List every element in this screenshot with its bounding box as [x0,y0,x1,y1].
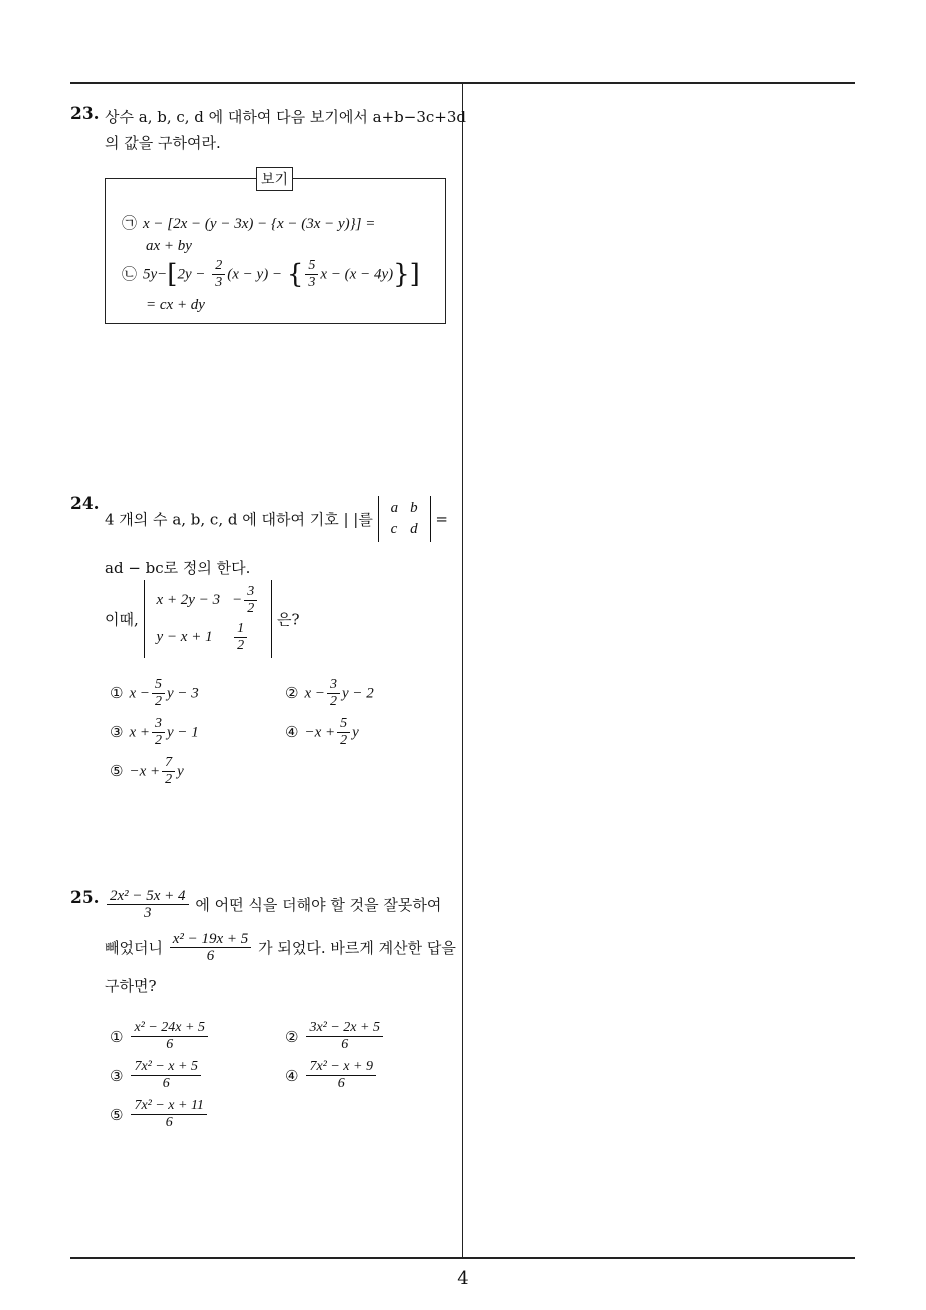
q25-option-5[interactable] [110,1098,209,1131]
q23-line2: 의 값을 구하여라. [105,134,221,152]
q25-number: 25. [70,888,100,908]
column-divider [462,83,463,1258]
option-mark: ④ [285,1066,299,1085]
option-num: 3 [152,716,165,733]
bogi-title: 보기 [256,167,293,191]
option-den: 2 [165,772,173,787]
option-frac [306,1059,376,1092]
q24-line3-pre: 이때, [105,610,139,629]
q24-line2: ad − bc로 정의 한다. [105,559,251,577]
det1-c: c [390,521,398,537]
item2-frac1-num: 2 [212,258,225,275]
det2-d-num: 1 [234,621,247,638]
option-den: 6 [341,1037,349,1052]
q25-frac2-den: 6 [206,948,215,964]
item2-frac2 [305,258,318,291]
det1-a: a [390,500,399,516]
option-den: 6 [166,1037,174,1052]
q25-frac1 [107,888,189,921]
option-den: 6 [165,1115,173,1130]
q25-frac1-den: 3 [144,905,152,921]
det2-b-num: 3 [244,584,257,601]
option-mark: ③ [110,1066,124,1085]
det2-b-frac [244,584,257,617]
option-post: y − 2 [341,685,374,702]
q25-line3: 구하면? [105,977,157,995]
bogi-item2-line2: = cx + dy [146,297,205,313]
item2-a: 2y − [177,266,206,283]
option-pre: −x + [129,763,161,780]
option-frac [131,1059,201,1092]
bogi-item1-line1 [122,212,375,233]
q24-det2 [144,580,273,658]
item2-frac2-num: 5 [305,258,318,275]
q25-line2 [105,931,456,964]
option-post: y [352,724,359,741]
option-post: y [177,763,184,780]
option-num: 3 [327,677,340,694]
option-mark: ⑤ [110,761,124,780]
item2-open-brace: { [286,259,304,290]
det1-b: b [410,500,418,516]
q25-line2-pre: 빼었더니 [105,939,163,957]
option-frac [131,1020,208,1053]
q24-det1 [378,496,431,542]
q23-number: 23. [70,104,100,124]
det2-b-sign: − [232,591,243,608]
option-num: 7x² − x + 11 [131,1098,206,1115]
option-frac [337,716,350,749]
item2-frac2-den: 3 [308,275,316,290]
item2-c: x − (x − 4y) [320,266,394,283]
det2-b-den: 2 [247,601,255,616]
option-mark: ① [110,683,124,702]
option-mark: ③ [110,722,124,741]
option-post: y − 3 [166,685,199,702]
q25-option-4[interactable] [285,1059,378,1092]
item1-mark: ㉠ [122,214,138,232]
option-num: 7x² − x + 9 [306,1059,376,1076]
det2-a: x + 2y − 3 [156,592,221,608]
q25-frac1-num: 2x² − 5x + 4 [107,888,189,905]
det2-c: y − x + 1 [156,629,213,645]
option-den: 2 [329,694,337,709]
option-den: 2 [154,694,162,709]
option-num: 3x² − 2x + 5 [306,1020,383,1037]
option-frac [152,716,165,749]
q25-line1-text: 에 어떤 식을 더해야 할 것을 잘못하여 [195,896,442,914]
item2-b: (x − y) − [227,266,283,283]
option-den: 2 [340,733,348,748]
option-mark: ② [285,683,299,702]
option-mark: ① [110,1027,124,1046]
det1-d: d [410,521,418,537]
option-num: 5 [337,716,350,733]
q24-option-2[interactable] [285,677,374,710]
option-num: x² − 24x + 5 [131,1020,208,1037]
option-frac [152,677,165,710]
option-num: 7x² − x + 5 [131,1059,201,1076]
q25-option-1[interactable] [110,1020,210,1053]
option-mark: ② [285,1027,299,1046]
page-number: 4 [457,1268,469,1289]
q25-option-3[interactable] [110,1059,203,1092]
option-post: y − 1 [166,724,199,741]
q24-line3 [105,580,300,658]
det2-d-frac [234,621,247,654]
item2-mark: ㉡ [122,264,138,283]
option-frac [131,1098,206,1131]
item2-close-brace: } [393,259,410,290]
bogi-item1-line2: ax + by [146,238,192,254]
q23-line1: 상수 a, b, c, d 에 대하여 다음 보기에서 a+b−3c+3d [105,108,466,126]
option-mark: ⑤ [110,1105,124,1124]
option-mark: ④ [285,722,299,741]
item2-frac1-den: 3 [215,275,223,290]
q25-frac2-num: x² − 19x + 5 [170,931,252,948]
option-pre: −x + [304,724,336,741]
q24-option-3[interactable] [110,716,199,749]
q24-option-5[interactable] [110,755,184,788]
item1-expr: x − [2x − (y − 3x) − {x − (3x − y)}] = [143,216,376,232]
option-num: 7 [162,755,175,772]
option-frac [162,755,175,788]
option-num: 5 [152,677,165,694]
q24-number: 24. [70,494,100,514]
q24-option-1[interactable] [110,677,199,710]
q25-option-2[interactable] [285,1020,385,1053]
q25-frac2 [170,931,252,964]
bottom-rule [70,1257,855,1259]
item2-open-bracket: [ [167,259,178,290]
q24-line1 [105,496,448,542]
item2-frac1 [212,258,225,291]
option-pre: x + [129,724,150,741]
item2-pre: 5y− [143,266,168,283]
q24-option-4[interactable] [285,716,359,749]
option-pre: x − [304,685,325,702]
item2-close-bracket: ] [409,259,420,290]
option-den: 2 [154,733,162,748]
q24-equals: = [435,510,448,528]
option-den: 6 [337,1076,345,1091]
q25-line1 [105,888,441,921]
option-frac [327,677,340,710]
q24-line3-post: 은? [277,610,300,629]
det2-d-den: 2 [237,638,245,653]
q25-line2-post: 가 되었다. 바르게 계산한 답을 [258,939,456,957]
bogi-item2-line1 [122,258,420,291]
option-den: 6 [162,1076,170,1091]
q24-line1-text: 4 개의 수 a, b, c, d 에 대하여 기호 | |를 [105,510,373,529]
option-frac [306,1020,383,1053]
option-pre: x − [129,685,150,702]
